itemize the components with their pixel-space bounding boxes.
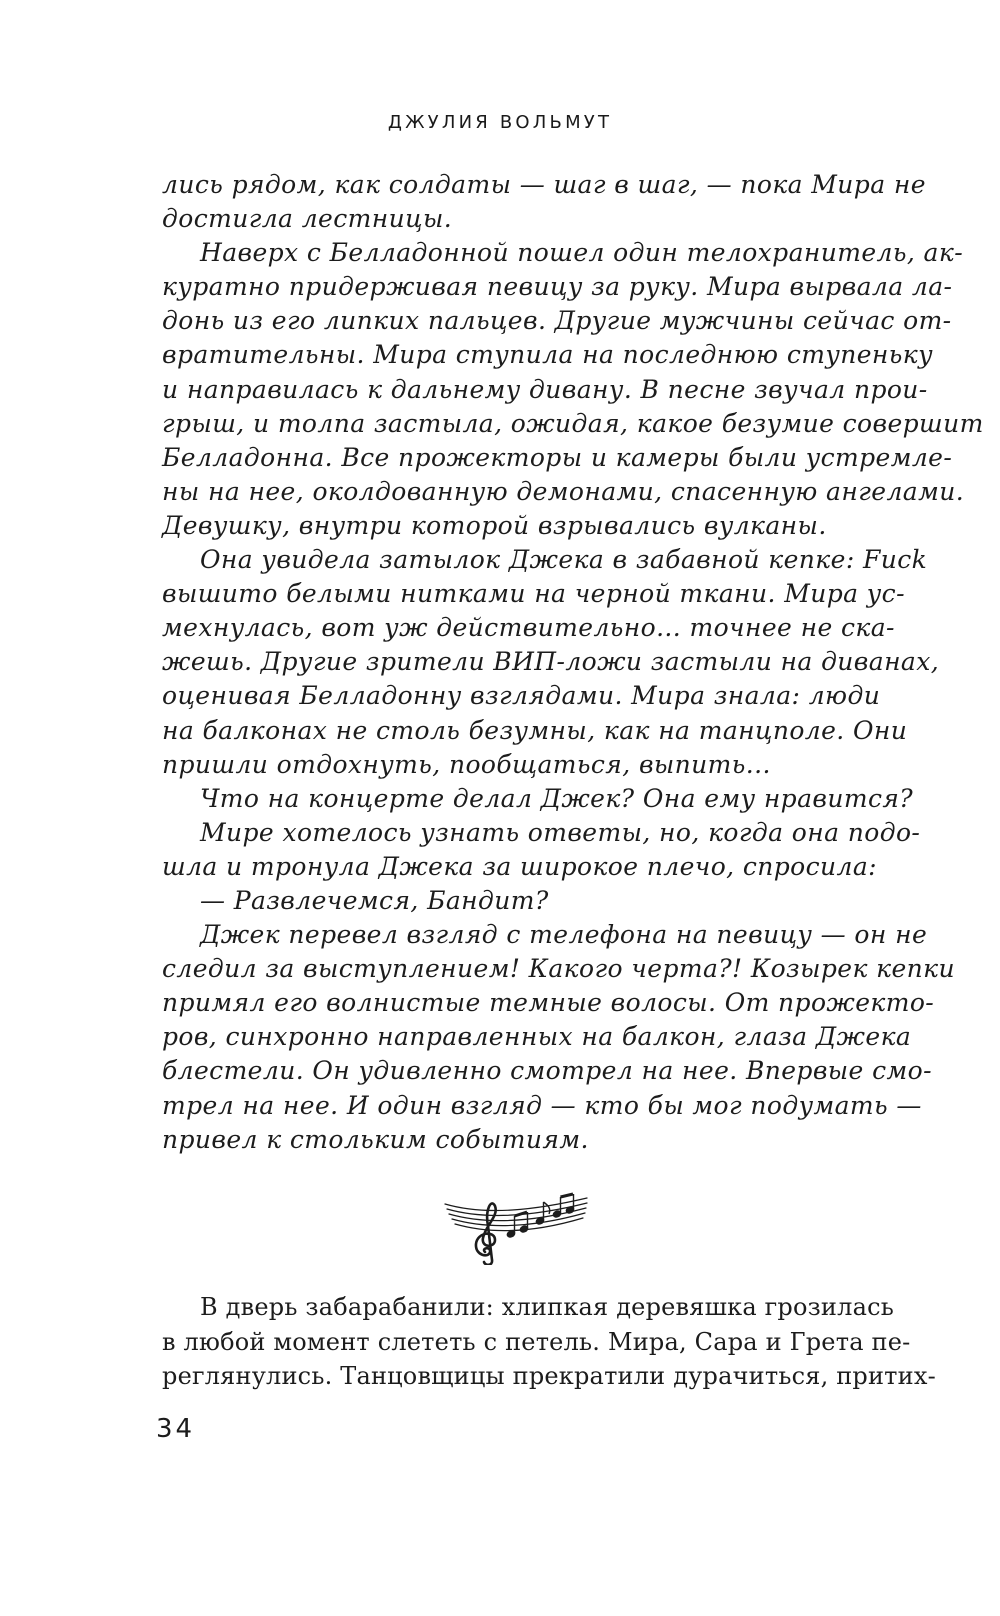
text-line: Мире хотелось узнать ответы, но, когда она подо- (200, 817, 921, 847)
text-line: Наверх с Белладонной пошел один телохранитель, ак- (200, 238, 964, 268)
text-line: донь из его липких пальцев. Другие мужчины сейчас от- (162, 306, 952, 336)
regular-text-block (162, 1290, 936, 1394)
text-line: Она увидела затылок Джека в забавной кепке: Fuck (200, 545, 928, 575)
running-header-author: ДЖУЛИЯ ВОЛЬМУТ (387, 112, 613, 133)
page-number: 34 (156, 1414, 196, 1444)
text-line: — Развлечемся, Бандит? (200, 885, 549, 915)
text-line: блестели. Он удивленно смотрел на нее. Впервые смо- (162, 1056, 932, 1086)
treble-clef-music-notes-icon (441, 1190, 591, 1265)
text-line: реглянулись. Танцовщицы прекратили дурачиться, притих- (162, 1362, 936, 1390)
text-line: В дверь забарабанили: хлипкая деревяшка грозилась (200, 1293, 894, 1321)
text-line: ров, синхронно направленных на балкон, глаза Джека (162, 1022, 912, 1052)
text-line: вратительны. Мира ступила на последнюю ступеньку (162, 340, 934, 370)
text-line: Что на концерте делал Джек? Она ему нравится? (200, 783, 914, 813)
text-line: трел на нее. И один взгляд — кто бы мог подумать — (162, 1090, 922, 1120)
text-line: привел к стольким событиям. (162, 1124, 589, 1154)
text-line: оценивая Белладонну взглядами. Мира знала: люди (162, 681, 881, 711)
text-line: и направилась к дальнему дивану. В песне звучал прои- (162, 374, 928, 404)
text-line: шла и тронула Джека за широкое плечо, спросила: (162, 851, 877, 881)
text-line: Девушку, внутри которой взрывались вулканы. (162, 510, 827, 540)
text-line: Белладонна. Все прожекторы и камеры были устремле- (162, 442, 953, 472)
text-line: в любой момент слететь с петель. Мира, Сара и Грета пе- (162, 1327, 911, 1356)
text-line: достигла лестницы. (162, 204, 453, 234)
text-line: следил за выступлением! Какого черта?! Козырек кепки (162, 954, 955, 984)
text-line: мехнулась, вот уж действительно... точнее не ска- (162, 613, 895, 643)
text-line: Джек перевел взгляд с телефона на певицу — он не (200, 920, 928, 950)
text-line: ны на нее, околдованную демонами, спасенную ангелами. (162, 476, 965, 506)
text-line: на балконах не столь безумны, как на танцполе. Они (162, 715, 908, 745)
text-line: пришли отдохнуть, пообщаться, выпить... (162, 749, 771, 779)
text-line: вышито белыми нитками на черной ткани. Мира ус- (162, 579, 905, 609)
text-line: жешь. Другие зрители ВИП-ложи застыли на диванах, (162, 647, 940, 677)
text-line: лись рядом, как солдаты — шаг в шаг, — пока Мира не (162, 170, 926, 199)
italic-text-block (162, 168, 984, 1157)
text-line: грыш, и толпа застыла, ожидая, какое безумие совершит (162, 408, 984, 438)
text-line: примял его волнистые темные волосы. От прожекто- (162, 988, 935, 1018)
text-line: куратно придерживая певицу за руку. Мира вырвала ла- (162, 272, 953, 302)
